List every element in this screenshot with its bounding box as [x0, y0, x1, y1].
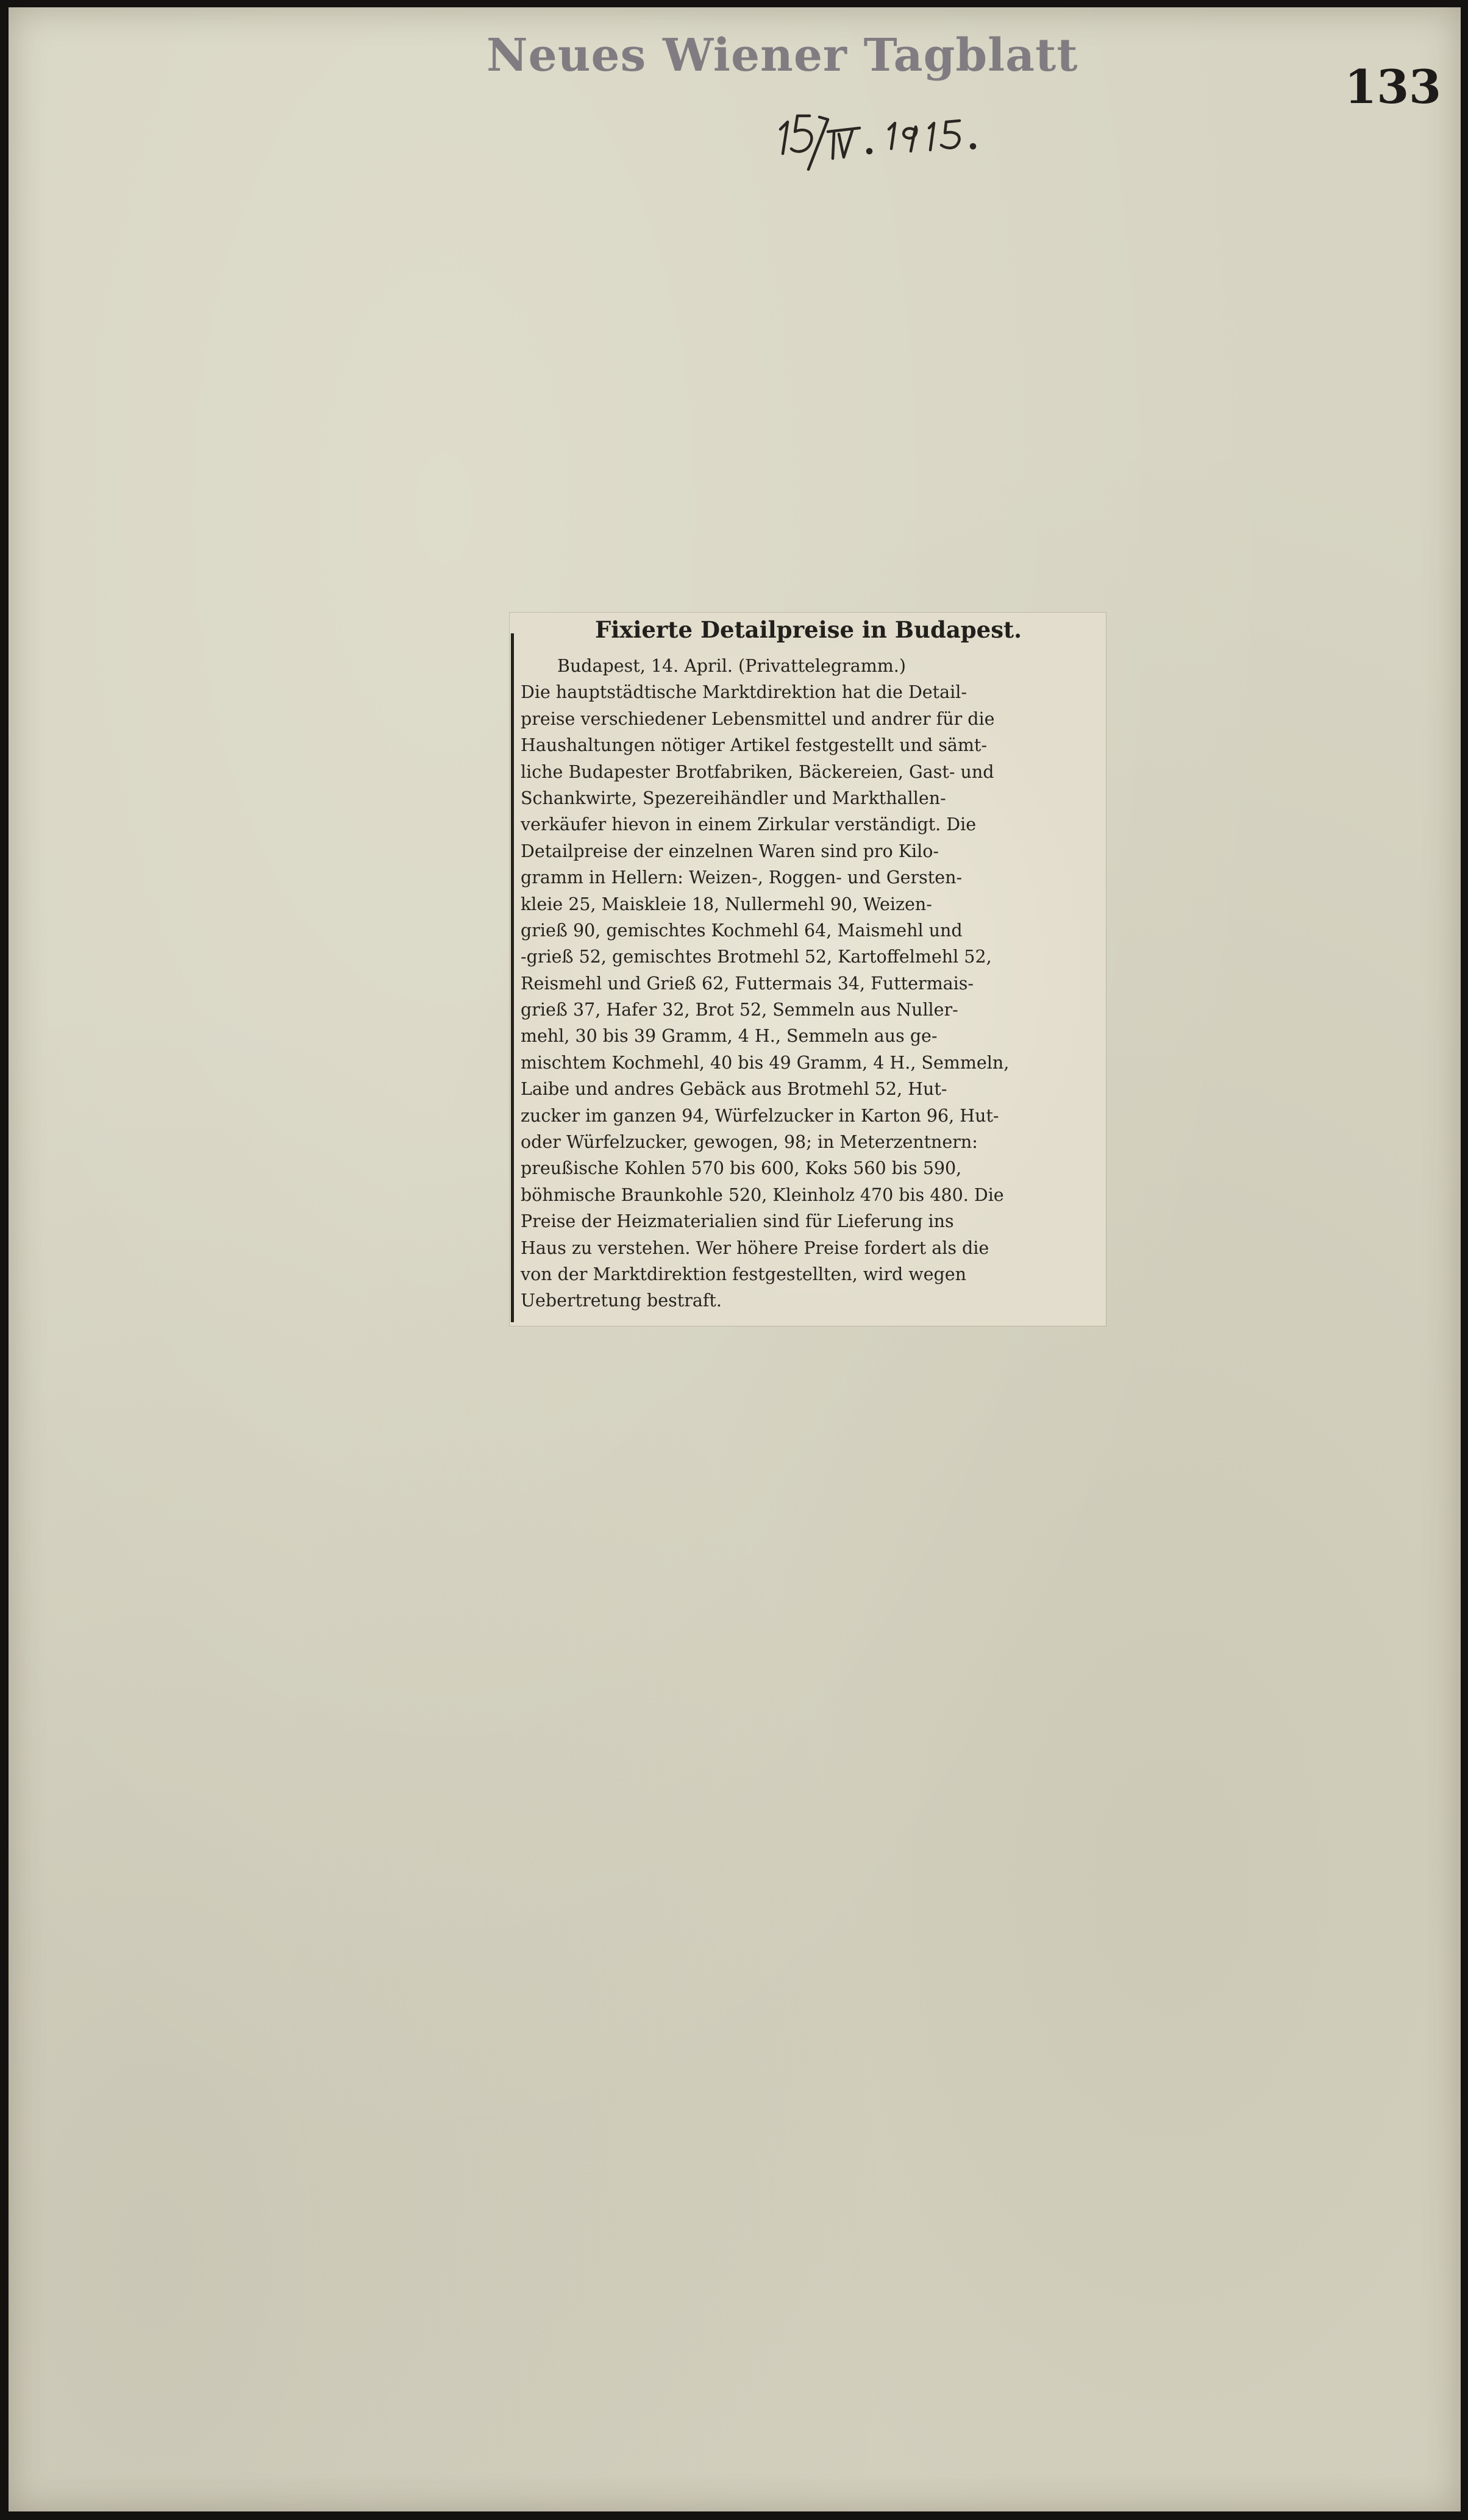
clipping-line: Laibe und andres Gebäck aus Brotmehl 52, Hut-	[521, 1079, 947, 1100]
clipping-column-rule	[511, 633, 514, 1322]
clipping-line: oder Würfelzucker, gewogen, 98; in Meterzentnern:	[521, 1132, 978, 1153]
clipping-line: Reismehl und Grieß 62, Futtermais 34, Futtermais-	[521, 973, 974, 994]
clipping-line: preise verschiedener Lebensmittel und andrer für die	[521, 708, 995, 729]
clipping-line: kleie 25, Maiskleie 18, Nullermehl 90, Weizen-	[521, 894, 932, 914]
clipping-line: liche Budapester Brotfabriken, Bäckereien, Gast- und	[521, 761, 994, 782]
clipping-line: Haushaltungen nötiger Artikel festgestellt und sämt-	[521, 735, 987, 756]
newspaper-stamp: Neues Wiener Tagblatt	[486, 29, 1078, 82]
clipping-line: Detailpreise der einzelnen Waren sind pro Kilo-	[521, 841, 939, 861]
newspaper-clipping	[510, 613, 1106, 1326]
clipping-line: mehl, 30 bis 39 Gramm, 4 H., Semmeln aus ge-	[521, 1026, 938, 1047]
archive-sheet	[9, 7, 1461, 2511]
clipping-line: grieß 90, gemischtes Kochmehl 64, Maismehl und	[521, 920, 963, 941]
clipping-body	[521, 653, 1094, 1314]
clipping-line: Die hauptstädtische Marktdirektion hat die Detail-	[521, 682, 967, 703]
clipping-line: zucker im ganzen 94, Würfelzucker in Karton 96, Hut-	[521, 1105, 999, 1126]
clipping-line: verkäufer hievon in einem Zirkular verständigt. Die	[521, 814, 977, 835]
handwritten-date-ink	[769, 98, 1062, 171]
page-number: 133	[1344, 60, 1441, 114]
clipping-line: preußische Kohlen 570 bis 600, Koks 560 bis 590,	[521, 1158, 962, 1179]
clipping-line: -grieß 52, gemischtes Brotmehl 52, Kartoffelmehl 52,	[521, 947, 992, 967]
clipping-line: grieß 37, Hafer 32, Brot 52, Semmeln aus Nuller-	[521, 1000, 958, 1020]
clipping-line: gramm in Hellern: Weizen-, Roggen- und Gersten-	[521, 867, 963, 888]
clipping-line: Budapest, 14. April. (Privattelegramm.)	[557, 656, 906, 676]
clipping-line: mischtem Kochmehl, 40 bis 49 Gramm, 4 H., Semmeln,	[521, 1052, 1010, 1073]
clipping-line: Schankwirte, Spezereihändler und Markthallen-	[521, 788, 946, 808]
clipping-line: Haus zu verstehen. Wer höhere Preise fordert als die	[521, 1237, 989, 1258]
clipping-headline: Fixierte Detailpreise in Budapest.	[594, 616, 1022, 643]
clipping-line: Preise der Heizmaterialien sind für Lieferung ins	[521, 1211, 954, 1232]
clipping-line: von der Marktdirektion festgestellten, wird wegen	[521, 1264, 966, 1284]
clipping-line: Uebertretung bestraft.	[521, 1290, 722, 1311]
handwritten-date	[769, 98, 1062, 171]
clipping-line: böhmische Braunkohle 520, Kleinholz 470 bis 480. Die	[521, 1184, 1004, 1205]
